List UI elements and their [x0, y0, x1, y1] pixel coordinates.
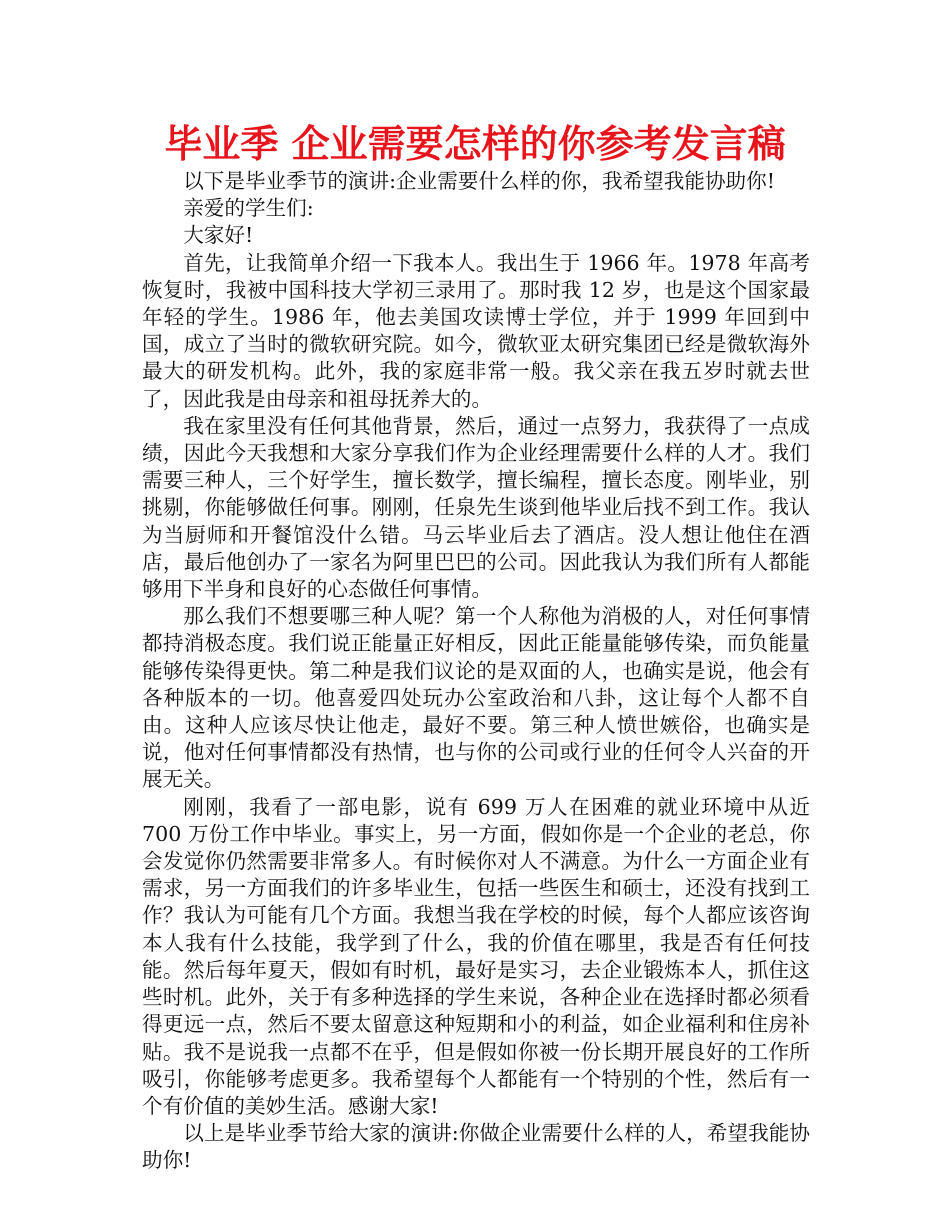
- paragraph-intro: 以下是毕业季节的演讲:企业需要什么样的你，我希望我能协助你!: [183, 169, 776, 193]
- paragraph-closing: 以上是毕业季节给大家的演讲:你做企业需要什么样的人，希望我能协助你!: [142, 1121, 810, 1173]
- paragraph-three-unwanted-people: 那么我们不想要哪三种人呢？第一个人称他为消极的人，对任何事情都持消极态度。我们说正能量正好相反，因此正能量能够传染，而负能量能够传染得更快。第二种是我们议论的是双面的人，也确实是说，他会有各种版本的一切。他喜爱四处玩办公室政治和八卦，这让每个人都不自由。这种人应该尽快让他走，最好不要。第三种人愤世嫉俗，也确实是说，他对任何事情都没有热情，也与你的公司或行业的任何令人兴奋的开展无关。: [142, 604, 810, 792]
- paragraph-greeting: 大家好!: [183, 223, 254, 248]
- paragraph-self-introduction: 首先，让我简单介绍一下我本人。我出生于 1966 年。1978 年高考恢复时，我被中国科技大学初三录用了。那时我 12 岁，也是这个国家最年轻的学生。1986 年，他去美国攻读博士学位，并于 1999 年回到中国，成立了当时的微软研究院。如今，微软亚太研究集团已经是微软海外最大的研发机构。此外，我的家庭非常一般。我父亲在我五岁时就去世了，因此我是由母亲和祖母抚养大的。: [142, 250, 810, 411]
- paragraph-salutation: 亲爱的学生们:: [183, 196, 314, 221]
- document-title: 毕业季 企业需要怎样的你参考发言稿: [164, 122, 786, 166]
- document-body: [142, 168, 810, 1175]
- paragraph-employment-advice: 刚刚，我看了一部电影，说有 699 万人在困难的就业环境中从近 700 万份工作中毕业。事实上，另一方面，假如你是一个企业的老总，你会发觉你仍然需要非常多人。有时候你对人不满意。为什么一方面企业有需求，另一方面我们的许多毕业生，包括一些医生和硕士，还没有找到工作？我认为可能有几个方面。我想当我在学校的时候，每个人都应该咨询本人我有什么技能，我学到了什么，我的价值在哪里，我是否有任何技能。然后每年夏天，假如有时机，最好是实习，去企业锻炼本人，抓住这些时机。此外，关于有多种选择的学生来说，各种企业在选择时都必须看得更远一点，然后不要太留意这种短期和小的利益，如企业福利和住房补贴。我不是说我一点都不在乎，但是假如你被一份长期开展良好的工作所吸引，你能够考虑更多。我希望每个人都能有一个特别的个性，然后有一个有价值的美妙生活。感谢大家!: [142, 794, 810, 1118]
- paragraph-three-good-people: 我在家里没有任何其他背景，然后，通过一点努力，我获得了一点成绩，因此今天我想和大家分享我们作为企业经理需要什么样的人才。我们需要三种人，三个好学生，擅长数学，擅长编程，擅长态度。刚毕业，别挑剔，你能够做任何事。刚刚，任泉先生谈到他毕业后找不到工作。我认为当厨师和开餐馆没什么错。马云毕业后去了酒店。没人想让他住在酒店，最后他创办了一家名为阿里巴巴的公司。因此我认为我们所有人都能够用下半身和良好的心态做任何事情。: [142, 413, 810, 602]
